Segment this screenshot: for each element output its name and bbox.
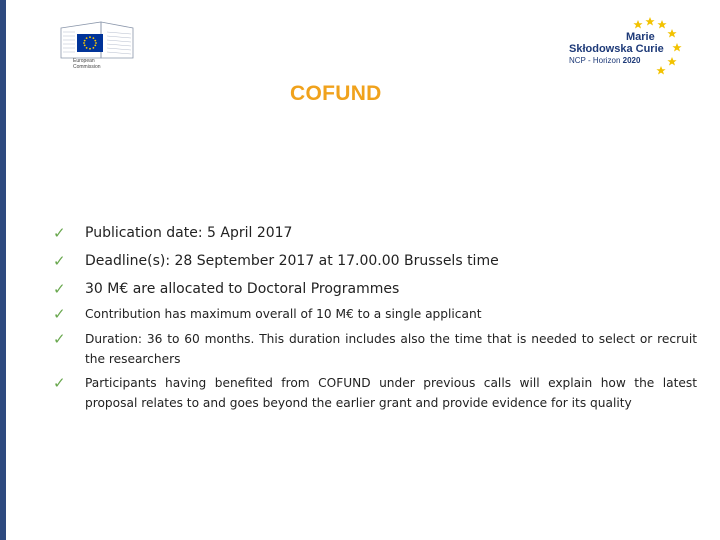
bullet-text: Publication date: 5 April 2017 [85, 225, 293, 241]
checkmark-icon: ✓ [53, 305, 66, 323]
msca-year: 2020 [622, 56, 641, 65]
bullet-text: Contribution has maximum overall of 10 M€ to a single applicant [85, 307, 482, 321]
checkmark-icon: ✓ [53, 224, 66, 242]
slide-title: COFUND [290, 82, 382, 105]
msca-line1: Marie [626, 31, 655, 43]
ec-caption [73, 58, 101, 70]
ec-caption-line2: Commission [73, 64, 101, 70]
msca-logo [566, 15, 686, 75]
checkmark-icon: ✓ [53, 280, 66, 298]
checkmark-icon: ✓ [53, 252, 66, 270]
left-accent-bar [0, 0, 6, 540]
european-commission-logo [57, 18, 137, 74]
bullet-text: 30 M€ are allocated to Doctoral Programmes [85, 281, 400, 297]
msca-line2: Skłodowska Curie [569, 43, 664, 55]
msca-ncp-text: NCP - Horizon [569, 56, 623, 65]
bullet-text: Participants having benefited from COFUND under previous calls will explain how the latest proposal relates to and goes beyond the earlier grant and provide evidence for its quality [85, 376, 697, 410]
bullet-text: Deadline(s): 28 September 2017 at 17.00.00 Brussels time [85, 253, 499, 269]
eu-flag-icon [77, 34, 103, 52]
msca-line3 [569, 56, 640, 65]
checkmark-icon: ✓ [53, 374, 66, 392]
ec-caption-line1: European [73, 58, 95, 64]
checkmark-icon: ✓ [53, 330, 66, 348]
bullet-text: Duration: 36 to 60 months. This duration includes also the time that is needed to select or recruit the researchers [85, 332, 697, 366]
